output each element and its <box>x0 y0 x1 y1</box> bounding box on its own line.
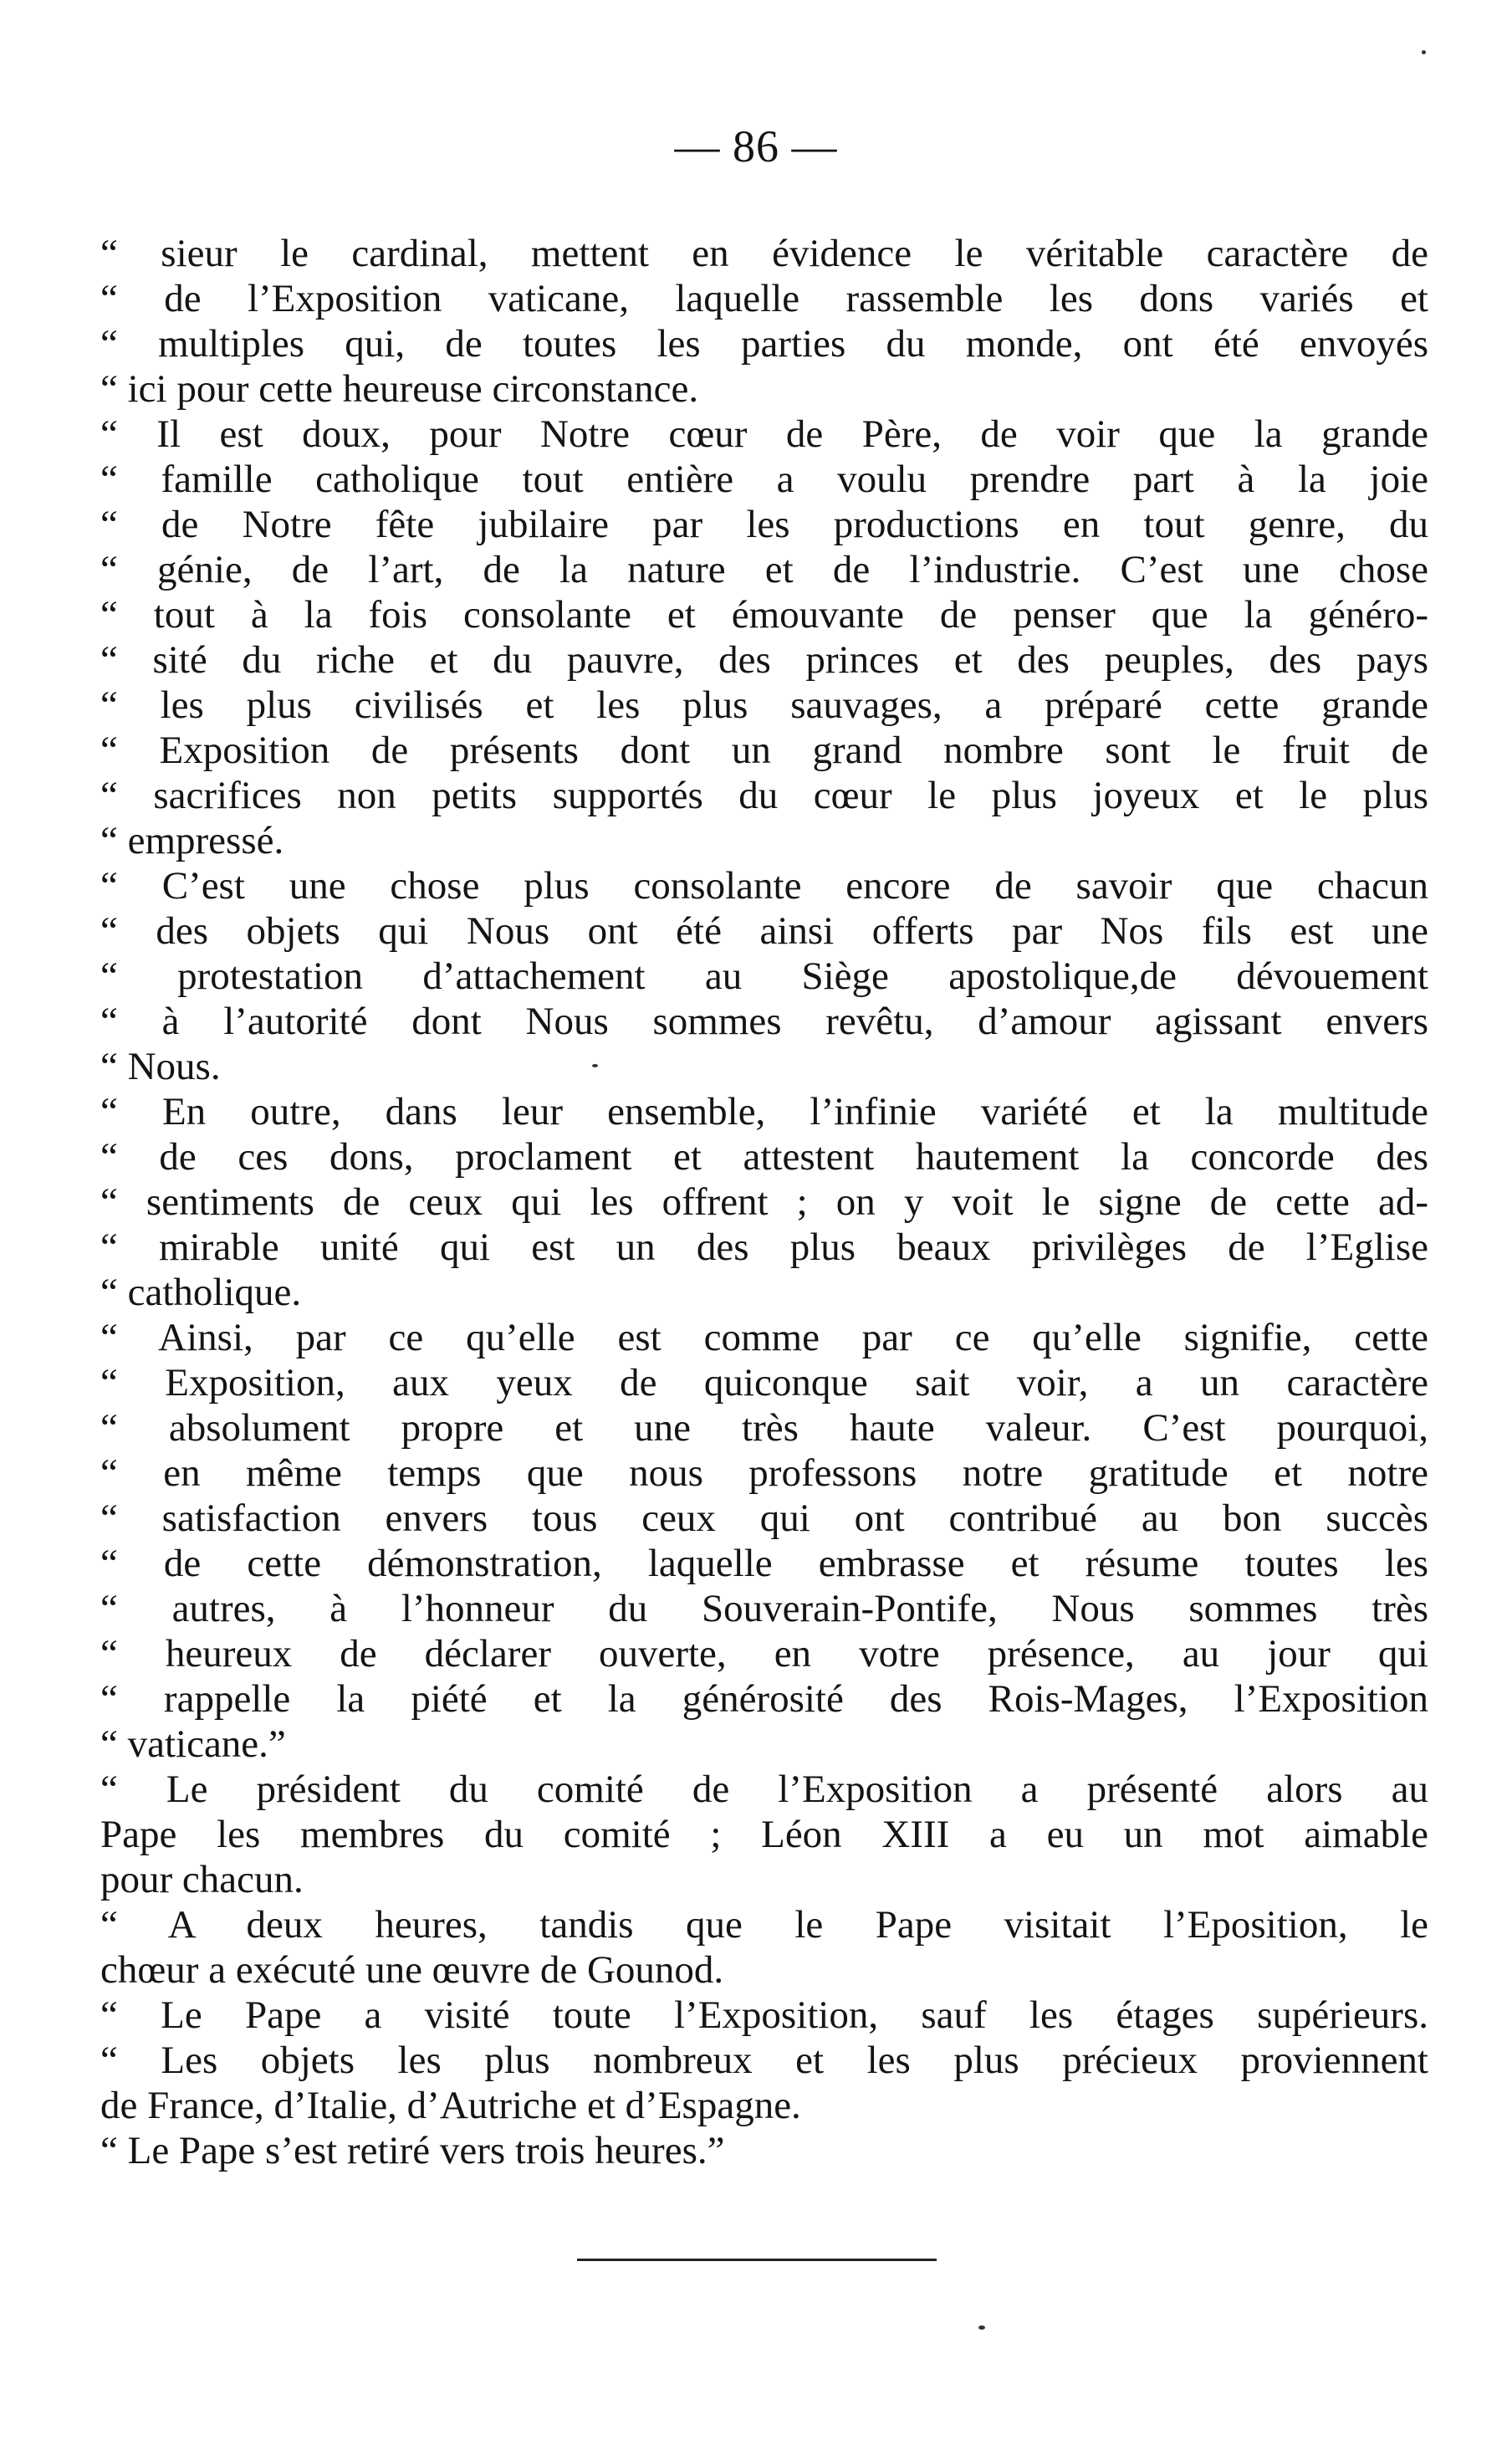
body-text <box>100 231 1428 2173</box>
text-line: “ sieur le cardinal, mettent en évidence le véritable caractère de <box>100 232 1428 275</box>
text-line: “ Nous. <box>100 1045 221 1088</box>
text-line: “ heureux de déclarer ouverte, en votre présence, au jour qui <box>100 1632 1428 1676</box>
text-line: “ protestation d’attachement au Siège apostolique,de dévouement <box>100 954 1428 998</box>
text-line: “ Il est doux, pour Notre cœur de Père, de voir que la grande <box>100 412 1428 456</box>
text-line: “ Le président du comité de l’Exposition a présenté alors au <box>100 1768 1428 1811</box>
ink-speck <box>978 2325 985 2330</box>
text-line: “ ici pour cette heureuse circonstance. <box>100 367 699 411</box>
text-line: “ Les objets les plus nombreux et les plus précieux proviennent <box>100 2039 1428 2082</box>
ink-speck <box>592 1064 598 1067</box>
text-line: “ des objets qui Nous ont été ainsi offerts par Nos fils est une <box>100 909 1428 953</box>
text-line: “ en même temps que nous professons notre gratitude et notre <box>100 1451 1428 1495</box>
text-line: “ de l’Exposition vaticane, laquelle rassemble les dons variés et <box>100 277 1428 320</box>
text-line: “ de cette démonstration, laquelle embrasse et résume toutes les <box>100 1542 1428 1585</box>
text-line: “ sentiments de ceux qui les offrent ; on y voit le signe de cette ad- <box>100 1180 1428 1224</box>
text-line: “ à l’autorité dont Nous sommes revêtu, d’amour agissant envers <box>100 1000 1428 1043</box>
text-line: “ En outre, dans leur ensemble, l’infinie variété et la multitude <box>100 1090 1428 1133</box>
text-line: “ rappelle la piété et la générosité des Rois-Mages, l’Exposition <box>100 1677 1428 1721</box>
text-line: Pape les membres du comité ; Léon XIII a eu un mot aimable <box>100 1813 1428 1856</box>
text-line: “ Le Pape s’est retiré vers trois heures.” <box>100 2129 725 2172</box>
text-line: “ absolument propre et une très haute valeur. C’est pourquoi, <box>100 1406 1428 1450</box>
text-line: chœur a exécuté une œuvre de Gounod. <box>100 1948 724 1992</box>
text-line: “ mirable unité qui est un des plus beaux privilèges de l’Eglise <box>100 1225 1428 1269</box>
text-line: “ tout à la fois consolante et émouvante de penser que la généro- <box>100 593 1428 637</box>
text-line: “ génie, de l’art, de la nature et de l’industrie. C’est une chose <box>100 548 1428 591</box>
text-line: “ satisfaction envers tous ceux qui ont contribué au bon succès <box>100 1497 1428 1540</box>
text-line: “ de Notre fête jubilaire par les productions en tout genre, du <box>100 503 1428 546</box>
ink-speck <box>1422 50 1426 54</box>
text-line: de France, d’Italie, d’Autriche et d’Espagne. <box>100 2084 801 2127</box>
text-line: “ autres, à l’honneur du Souverain-Pontife, Nous sommes très <box>100 1587 1428 1630</box>
page-number: — 86 — <box>674 121 838 171</box>
text-line: “ catholique. <box>100 1271 302 1314</box>
text-line: “ de ces dons, proclament et attestent hautement la concorde des <box>100 1135 1428 1179</box>
text-line: “ Ainsi, par ce qu’elle est comme par ce qu’elle signifie, cette <box>100 1316 1428 1359</box>
text-line: “ sité du riche et du pauvre, des princes et des peuples, des pays <box>100 638 1428 682</box>
text-line: “ famille catholique tout entière a voulu prendre part à la joie <box>100 458 1428 501</box>
text-line: “ Exposition, aux yeux de quiconque sait voir, a un caractère <box>100 1361 1428 1404</box>
text-line: “ les plus civilisés et les plus sauvages, a préparé cette grande <box>100 683 1428 727</box>
text-line: “ Le Pape a visité toute l’Exposition, sauf les étages supérieurs. <box>100 1993 1428 2037</box>
footer-rule <box>577 2259 937 2261</box>
text-line: “ Exposition de présents dont un grand nombre sont le fruit de <box>100 729 1428 772</box>
text-line: pour chacun. <box>100 1858 304 1901</box>
text-line: “ sacrifices non petits supportés du cœur le plus joyeux et le plus <box>100 774 1428 817</box>
text-line: “ empressé. <box>100 819 284 862</box>
text-line: “ multiples qui, de toutes les parties du monde, ont été envoyés <box>100 322 1428 366</box>
text-line: “ vaticane.” <box>100 1722 286 1766</box>
text-line: “ C’est une chose plus consolante encore de savoir que chacun <box>100 864 1428 908</box>
text-line: “ A deux heures, tandis que le Pape visitait l’Eposition, le <box>100 1903 1428 1947</box>
